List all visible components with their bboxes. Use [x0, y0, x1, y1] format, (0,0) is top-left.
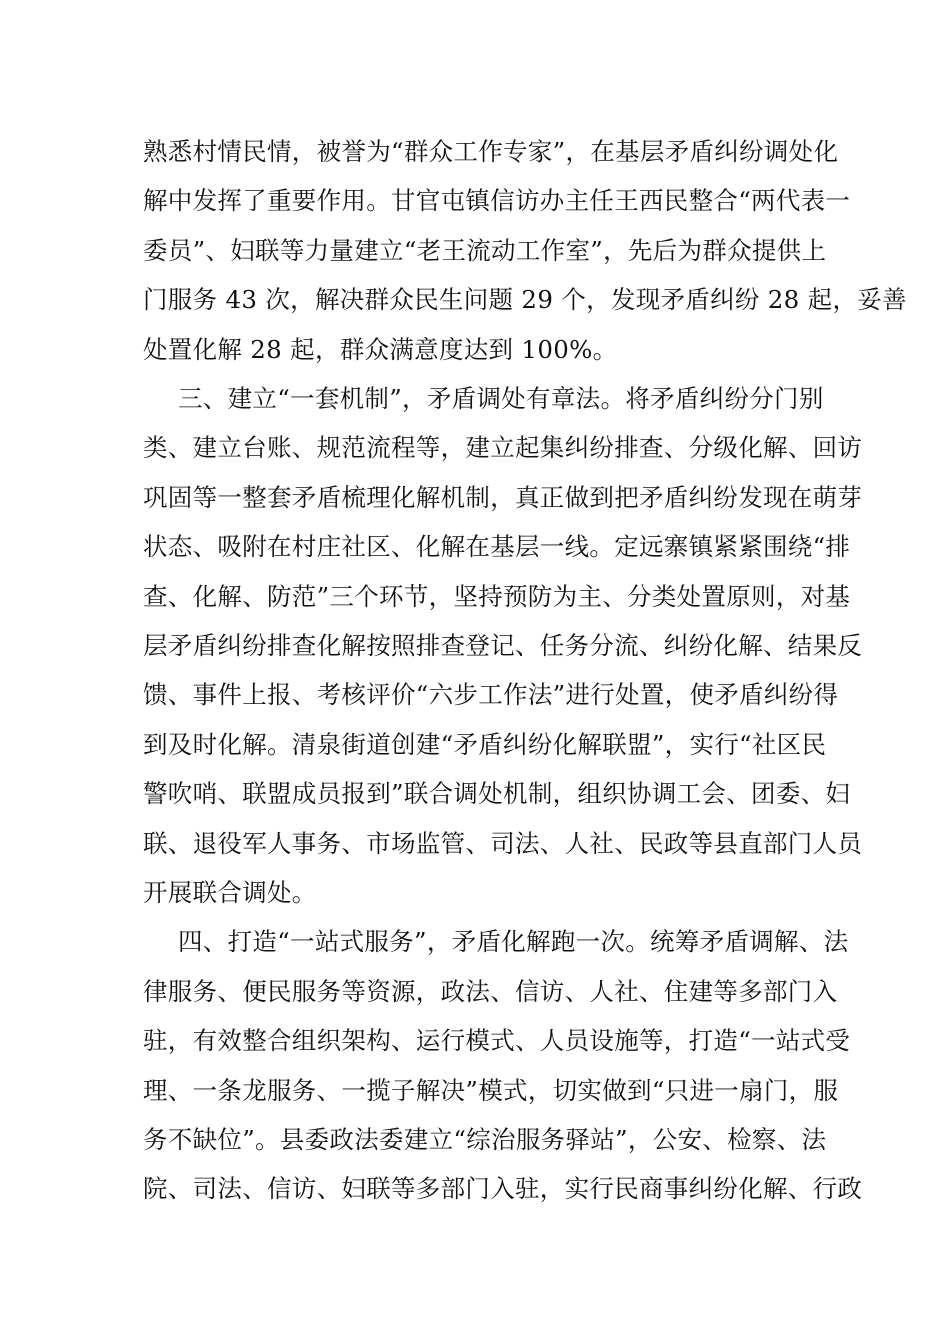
text-line: 联、退役军人事务、市场监管、司法、人社、民政等县直部门人员: [143, 828, 863, 858]
text-line: 三、建立“一套机制”，矛盾调处有章法。将矛盾纠纷分门别: [178, 384, 824, 413]
text-line: 馈、事件上报、考核评价“六步工作法”进行处置，使矛盾纠纷得: [143, 680, 839, 710]
text-line: 类、建立台账、规范流程等，建立起集纠纷排查、分级化解、回访: [143, 433, 863, 463]
text-line: 务不缺位”。县委政法委建立“综治服务驿站”，公安、检察、法: [143, 1125, 827, 1154]
text-line: 处置化解 28 起，群众满意度达到 100%。: [143, 334, 618, 364]
text-line: 理、一条龙服务、一揽子解决”模式，切实做到“只进一扇门，服: [143, 1075, 839, 1105]
text-line: 警吹哨、联盟成员报到”联合调处机制，组织协调工会、团委、妇: [143, 779, 851, 809]
text-line: 四、打造“一站式服务”，矛盾化解跑一次。统筹矛盾调解、法: [178, 927, 849, 957]
text-line: 到及时化解。清泉街道创建“矛盾纠纷化解联盟”，实行“社区民: [143, 729, 827, 759]
text-line: 门服务 43 次，解决群众民生问题 29 个，发现矛盾纠纷 28 起，妥善: [143, 285, 907, 315]
text-line: 层矛盾纠纷排查化解按照排查登记、任务分流、纠纷化解、结果反: [143, 631, 863, 660]
text-line: 驻，有效整合组织架构、运行模式、人员设施等，打造“一站式受: [143, 1026, 851, 1056]
text-line: 熟悉村情民情，被誉为“群众工作专家”，在基层矛盾纠纷调处化: [143, 137, 839, 166]
text-line: 开展联合调处。: [143, 878, 317, 907]
text-line: 解中发挥了重要作用。甘官屯镇信访办主任王西民整合“两代表一: [143, 186, 851, 216]
text-line: 委员”、妇联等力量建立“老王流动工作室”，先后为群众提供上: [143, 235, 827, 265]
text-line: 律服务、便民服务等资源，政法、信访、人社、住建等多部门入: [143, 976, 838, 1006]
text-line: 状态、吸附在村庄社区、化解在基层一线。定远寨镇紧紧围绕“排: [143, 532, 851, 562]
text-line: 巩固等一整套矛盾梳理化解机制，真正做到把矛盾纠纷发现在萌芽: [143, 482, 863, 512]
text-line: 院、司法、信访、妇联等多部门入驻，实行民商事纠纷化解、行政: [143, 1174, 863, 1204]
text-line: 查、化解、防范”三个环节，坚持预防为主、分类处置原则，对基: [143, 581, 851, 611]
